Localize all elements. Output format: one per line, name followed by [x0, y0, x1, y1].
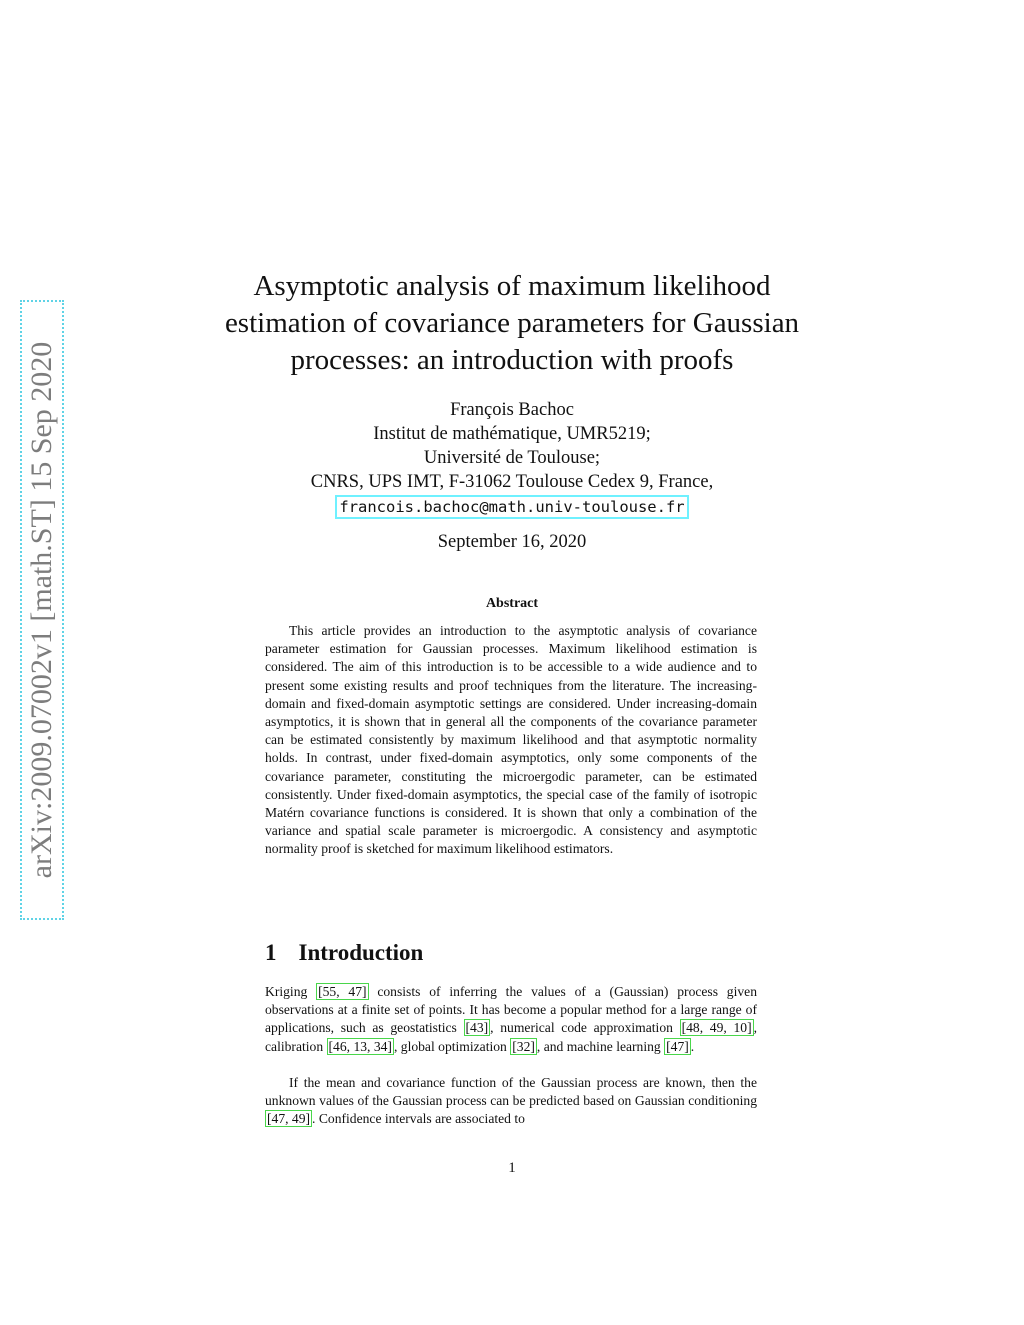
text-run: , global optimization: [393, 1038, 511, 1054]
citation-link[interactable]: [43]: [465, 1020, 489, 1036]
citation-link[interactable]: [47]: [666, 1038, 689, 1054]
intro-paragraph-2: [265, 1074, 757, 1129]
author-email-link[interactable]: francois.bachoc@math.univ-toulouse.fr: [335, 495, 688, 519]
section-title: Introduction: [298, 940, 424, 965]
title-line-3: processes: an introduction with proofs: [290, 344, 734, 376]
text-run: , calibration: [265, 1020, 757, 1054]
citation-link[interactable]: [46, 13, 34]: [328, 1038, 392, 1054]
abstract-heading: Abstract: [485, 596, 539, 611]
section-heading: [265, 940, 423, 966]
citation-link[interactable]: [48, 49, 10]: [681, 1020, 752, 1036]
citation-link[interactable]: [32]: [512, 1038, 535, 1054]
paper-title: [218, 268, 806, 379]
text-run: , and machine learning: [536, 1038, 665, 1054]
citation-link[interactable]: [55, 47]: [318, 984, 367, 999]
author-name: François Bachoc: [450, 400, 574, 420]
arxiv-identifier: arXiv:2009.07002v1 [math.ST] 15 Sep 2020: [25, 341, 58, 879]
page-number: 1: [508, 1160, 516, 1176]
text-run: consists of inferring the values of a (Gaussian) process given observations at a finite set of points. It has become a popular method for a large range of applications, such as geostatistics: [265, 984, 758, 1036]
abstract-text: This article provides an introduction to the asymptotic analysis of covariance parameter estimation for Gaussian processes. Maximum likelihood estimation is considered. The aim of this introduction is to be accessible to a wide audience and to present some existing results and proof techniques from the literature. The increasing-domain and fixed-domain asymptotic settings are considered. Under increasing-domain asymptotics, it is shown that in general all the components of the covariance parameter can be estimated consistently by maximum likelihood and that asymptotic normality holds. In contrast, under fixed-domain asymptotics, only some components of the covariance parameter, constituting the microergodic parameter, can be estimated consistently. Under fixed-domain asymptotics, the special case of the family of isotropic Matérn covariance functions is considered. It is shown that only a combination of the variance and spatial scale parameter is microergodic. A consistency and asymptotic normality proof is sketched for maximum likelihood estimators.: [265, 623, 757, 857]
affiliation-line-3: CNRS, UPS IMT, F-31062 Toulouse Cedex 9, France,: [310, 472, 714, 492]
section-number: 1: [265, 940, 277, 965]
affiliation-line-2: Université de Toulouse;: [423, 448, 601, 468]
title-line-2: estimation of covariance parameters for Gaussian: [224, 307, 800, 339]
text-run: . Confidence intervals are associated to: [312, 1111, 525, 1127]
text-run: Kriging: [265, 984, 317, 999]
text-run: , numerical code approximation: [490, 1020, 680, 1036]
text-run: .: [690, 1038, 695, 1054]
publication-date: September 16, 2020: [437, 532, 587, 552]
affiliation-line-1: Institut de mathématique, UMR5219;: [373, 424, 651, 444]
author-block: [250, 398, 774, 519]
text-run: If the mean and covariance function of the Gaussian process are known, then the unknown values of the Gaussian process can be predicted based on Gaussian conditioning: [265, 1075, 757, 1109]
title-line-1: Asymptotic analysis of maximum likelihood: [253, 270, 771, 302]
citation-link[interactable]: [47, 49]: [267, 1111, 311, 1127]
intro-paragraph-1: [265, 983, 757, 1056]
